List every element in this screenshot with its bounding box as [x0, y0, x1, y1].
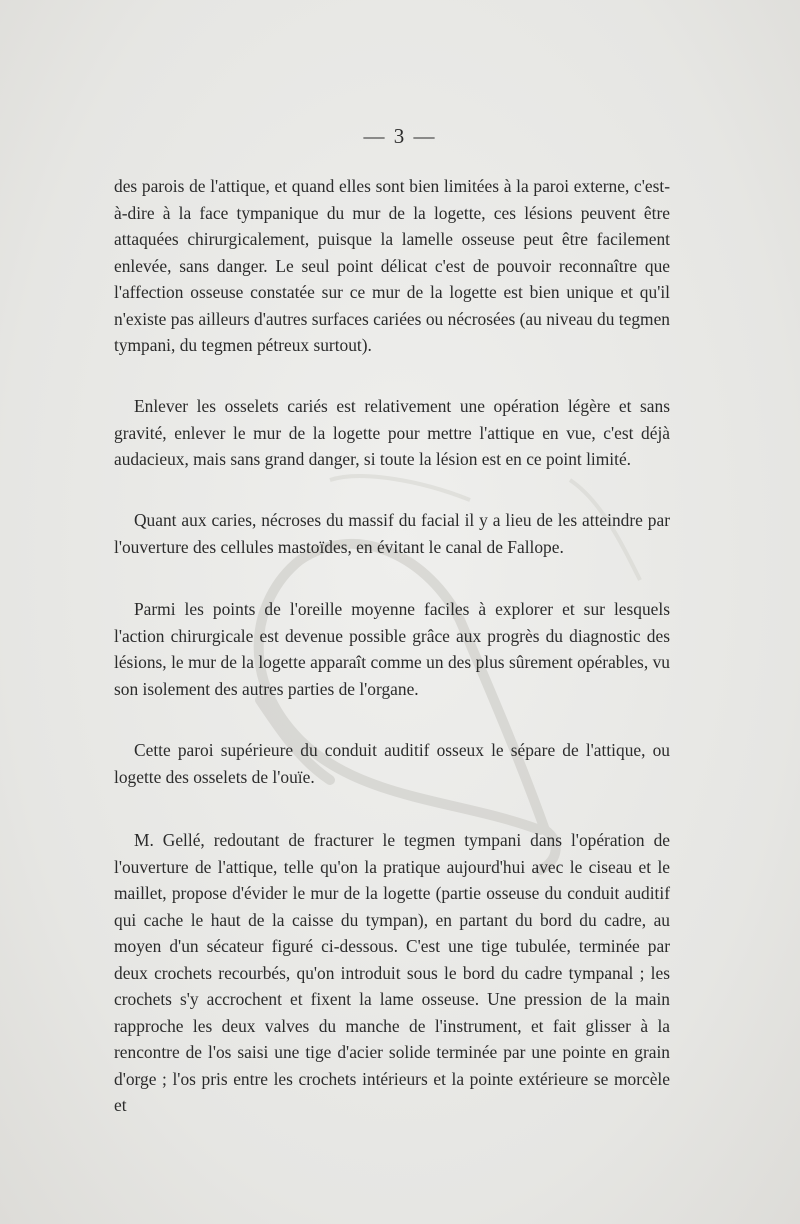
paragraph-1: des parois de l'attique, et quand elles sont bien limitées à la paroi externe, c'est-à-dire à la face tympanique du mur de la logette, ces lésions peuvent être attaquées chirurgicalement, puisque la lamelle osseuse peut être facilement enlevée, sans danger. Le seul point délicat c'est de pouvoir reconnaître que l'affection osseuse constatée sur ce mur de la logette est bien unique et qu'il n'existe pas ailleurs d'autres surfaces cariées ou nécrosées (au niveau du tegmen tympani, du tegmen pétreux surtout). — [114, 176, 670, 355]
page-number: — 3 — — [363, 124, 437, 148]
paragraph-2: Enlever les osselets cariés est relativement une opération légère et sans gravité, enlever le mur de la logette pour mettre l'attique en vue, c'est déjà audacieux, mais sans grand danger, si toute la lésion est en ce point limité. — [114, 396, 670, 469]
paragraph-5: Cette paroi supérieure du conduit auditif osseux le sépare de l'attique, ou logette des osselets de l'ouïe. — [114, 740, 670, 787]
paragraph-6: M. Gellé, redoutant de fracturer le tegmen tympani dans l'opération de l'ouverture de l'attique, telle qu'on la pratique aujourd'hui avec le ciseau et le maillet, propose d'évider le mur de la logette (partie osseuse du conduit auditif qui cache le haut de la caisse du tympan), en partant du bord du cadre, au moyen d'un sécateur figuré ci-dessous. C'est une tige tubulée, terminée par deux crochets recourbés, qu'on introduit sous le bord du cadre tympanal ; les crochets s'y accrochent et fixent la lame osseuse. Une pression de la main rapproche les deux valves du manche de l'instrument, et fait glisser à la rencontre de l'os saisi une tige d'acier solide terminée par une pointe en grain d'orge ; l'os pris entre les crochets intérieurs et la pointe extérieure se morcèle et — [114, 830, 670, 1115]
paragraph-3: Quant aux caries, nécroses du massif du facial il y a lieu de les atteindre par l'ouverture des cellules mastoïdes, en évitant le canal de Fallope. — [114, 510, 670, 557]
paragraph-4: Parmi les points de l'oreille moyenne faciles à explorer et sur lesquels l'action chirurgicale est devenue possible grâce aux progrès du diagnostic des lésions, le mur de la logette apparaît comme un des plus sûrement opérables, vu son isolement des autres parties de l'organe. — [114, 599, 670, 699]
